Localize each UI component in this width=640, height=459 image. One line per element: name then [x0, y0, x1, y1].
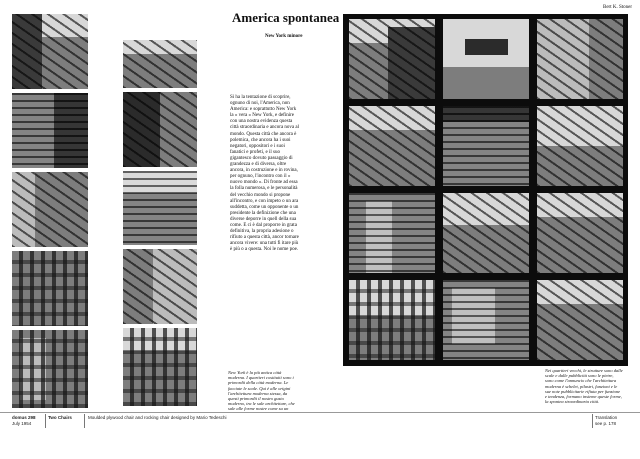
photo-fire-escape-6 — [123, 249, 197, 324]
running-head: Bert K. Stoner — [603, 5, 633, 10]
contact-frame-1 — [349, 19, 435, 99]
article-title: America spontanea — [232, 10, 340, 25]
photo-fire-escape-2 — [12, 93, 88, 168]
contact-frame-9 — [537, 193, 623, 273]
contact-frame-3 — [537, 19, 623, 99]
footer-divider-2 — [84, 414, 85, 428]
photo-fire-escape-1 — [12, 14, 88, 89]
caption-left: New York è la più antica città moderna. I quartieri costituiti sono i primordii della città moderna. Le facciate le scale. Qui è alle origini l'architettura moderna stessa, da questi primordii il nostro gusto moderno, tra le sale architetture, che sale alle forme nostre come su un — [228, 370, 295, 412]
contact-frame-4 — [349, 106, 435, 186]
photo-building-facade-1 — [12, 251, 88, 326]
photo-fire-escape-3 — [12, 172, 88, 247]
contact-frame-10 — [349, 280, 435, 360]
contact-frame-6 — [537, 106, 623, 186]
contact-frame-12 — [537, 280, 623, 360]
contact-frame-11 — [443, 280, 529, 360]
footer-date: July 1954 — [12, 421, 32, 426]
footer-translation-ref: see p. 178 — [595, 421, 617, 426]
contact-frame-2 — [443, 19, 529, 99]
footer-divider-3 — [592, 414, 593, 428]
photo-curved-balconies — [123, 171, 197, 245]
contact-frame-7 — [349, 193, 435, 273]
contact-frame-5 — [443, 106, 529, 186]
footer-description: Moulded plywood chair and rocking chair designed by Mario Tedeschi — [88, 415, 227, 420]
contact-sheet — [343, 14, 628, 366]
photo-fire-escape-4 — [123, 40, 197, 88]
photo-building-facade-2 — [12, 330, 88, 408]
footer-magazine: domus 298 — [12, 415, 36, 420]
footer-translation: Translation — [595, 415, 618, 420]
footer-divider-1 — [45, 414, 46, 428]
photo-steel-frame — [123, 328, 197, 406]
article-subtitle: New York minore — [265, 34, 303, 39]
article-body: Si ha la tentazione di scoprire, ognuno di noi, l'America, non America: e soprattutto New York la « vera » New York, e definire con una nostra evidenza questa città straordinaria e ancora nova al mondo. Questa città che ancora è polemica, che ancora ha i suoi negatori, oppositori e i suoi fanatici e profeti, e il suo gigantesco dovuto passaggio di grandezza e di diversa, oltre ancora, in costruzione e in rovina, per ognuno, l'incontro con il « nuovo mondo ». Di fronte ad essa la folla numerosa, e le personalità del vecchio mondo si propone all'incontro, e con impeto o un ara suddetta, come un opponente o un presidente la definizione che una diverse deporre in quell della sua come. E ci è dal proporre in grata definitiva, la propria adesione o rifiuto a questa città, ancor tornare ancora vivere: una tutti fi itare più è più o a questa. Noi le nome poe. — [230, 95, 299, 253]
photo-fire-escape-5 — [123, 92, 197, 167]
caption-right: Nei quartieri vecchi, le strutture sono dalle scale e dalle pubblicità sono le pietre, sono come l'annuncio che l'architettura moderna è schelet, pilastri, funzioni e le sue note pubblicitarie rifiuta per funzione e tendenza, formano insieme queste forme, la spontea straordinaria città. — [545, 368, 623, 405]
contact-frame-8 — [443, 193, 529, 273]
footer-section: Two Chairs — [48, 415, 72, 420]
